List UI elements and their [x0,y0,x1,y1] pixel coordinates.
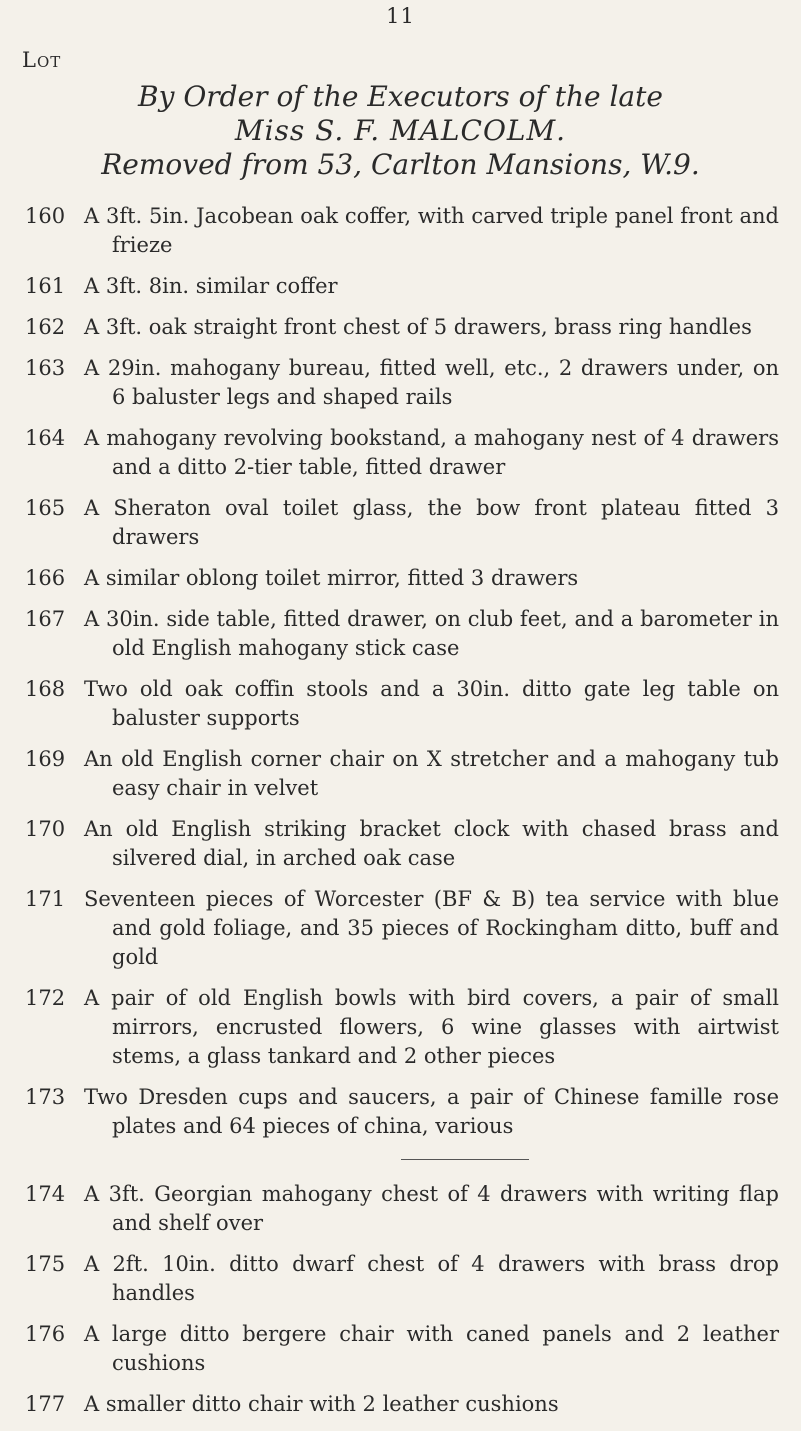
lot-description: Seventeen pieces of Worcester (BF & B) tea service with blue and gold foliage, and 35 pieces of Rockingham ditto, buff and gold [84,887,779,969]
lot-number: 174 [25,1182,66,1206]
lot-item [0,675,801,733]
lot-number: 163 [25,356,66,380]
lot-column-heading: Lot [22,48,62,72]
lot-description: A 3ft. oak straight front chest of 5 drawers, brass ring handles [84,315,752,339]
lot-number: 164 [25,426,66,450]
lot-item [0,1083,801,1141]
page-number: 11 [386,4,415,28]
lot-item [0,424,801,482]
lot-description: A 3ft. 8in. similar coffer [84,274,338,298]
lot-number: 175 [25,1252,66,1276]
sale-header [0,80,801,182]
lot-number: 168 [25,677,66,701]
lot-item [0,1320,801,1378]
lot-item [0,354,801,412]
lot-item [0,745,801,803]
lot-description: A mahogany revolving bookstand, a mahogany nest of 4 drawers and a ditto 2-tier table, fitted drawer [84,426,779,479]
lot-description: A Sheraton oval toilet glass, the bow front plateau fitted 3 drawers [84,496,779,549]
lot-item [0,1390,801,1419]
lot-number: 161 [25,274,66,298]
lot-description: A large ditto bergere chair with caned panels and 2 leather cushions [84,1322,779,1375]
lot-item [0,984,801,1071]
lot-item [0,272,801,301]
lot-description: A smaller ditto chair with 2 leather cushions [84,1392,559,1416]
lot-number: 172 [25,986,66,1010]
lot-number: 176 [25,1322,66,1346]
lot-number: 169 [25,747,66,771]
lot-description: Two old oak coffin stools and a 30in. ditto gate leg table on baluster supports [84,677,779,730]
lot-number: 170 [25,817,66,841]
header-address-line: Removed from 53, Carlton Mansions, W.9. [101,148,700,181]
lot-item [0,1180,801,1238]
lot-item [0,815,801,873]
lot-description: A 29in. mahogany bureau, fitted well, etc., 2 drawers under, on 6 baluster legs and shaped rails [84,356,779,409]
lot-item [0,313,801,342]
header-name-line: Miss S. F. MALCOLM. [234,114,567,147]
lot-number: 165 [25,496,66,520]
lot-number: 173 [25,1085,66,1109]
lot-list [0,202,801,1431]
lot-item [0,1250,801,1308]
lot-description: Two Dresden cups and saucers, a pair of Chinese famille rose plates and 64 pieces of china, various [84,1085,779,1138]
section-divider [401,1159,529,1160]
lot-description: A pair of old English bowls with bird covers, a pair of small mirrors, encrusted flowers, 6 wine glasses with airtwist stems, a glass tankard and 2 other pieces [84,986,779,1068]
lot-number: 166 [25,566,66,590]
lot-description: A 30in. side table, fitted drawer, on club feet, and a barometer in old English mahogany stick case [84,607,779,660]
header-executors-line: By Order of the Executors of the late [138,80,663,113]
lot-description: An old English striking bracket clock with chased brass and silvered dial, in arched oak case [84,817,779,870]
lot-number: 171 [25,887,66,911]
lot-item [0,494,801,552]
lot-item [0,564,801,593]
lot-number: 167 [25,607,66,631]
lot-number: 162 [25,315,66,339]
lot-description: A 2ft. 10in. ditto dwarf chest of 4 drawers with brass drop handles [84,1252,779,1305]
lot-description: A 3ft. Georgian mahogany chest of 4 drawers with writing flap and shelf over [84,1182,779,1235]
lot-number: 177 [25,1392,66,1416]
lot-item [0,885,801,972]
lot-item [0,202,801,260]
lot-description: An old English corner chair on X stretcher and a mahogany tub easy chair in velvet [84,747,779,800]
lot-description: A similar oblong toilet mirror, fitted 3 drawers [84,566,579,590]
lot-item [0,605,801,663]
lot-number: 160 [25,204,66,228]
lot-description: A 3ft. 5in. Jacobean oak coffer, with carved triple panel front and frieze [84,204,779,257]
